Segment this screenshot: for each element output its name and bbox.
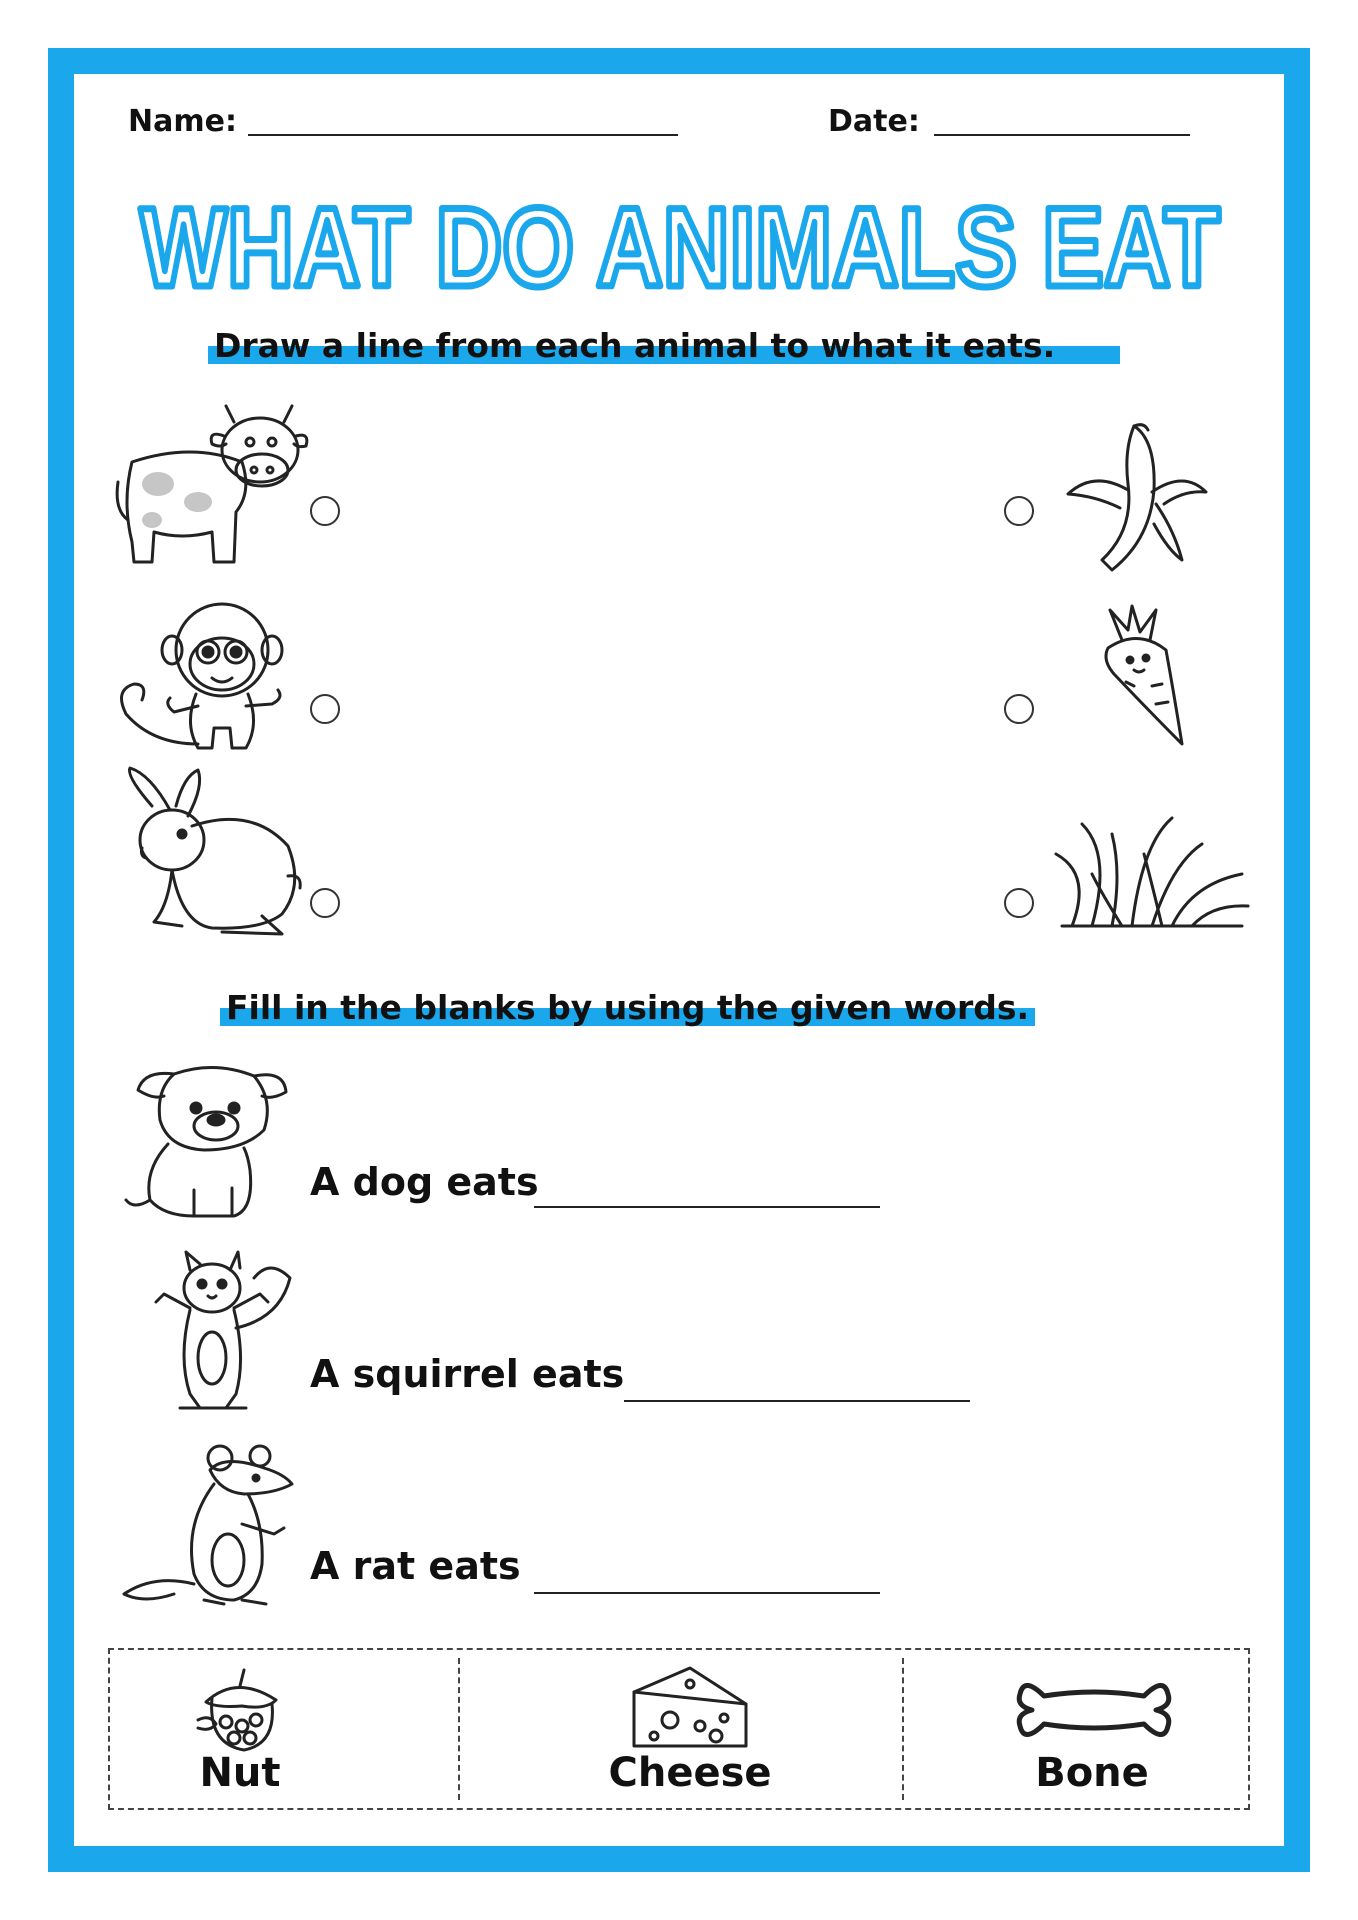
- word-bank-divider: [458, 1658, 460, 1800]
- grass-icon: [1052, 814, 1252, 934]
- rabbit-match-dot[interactable]: [310, 888, 340, 918]
- name-field[interactable]: [248, 134, 678, 136]
- date-field[interactable]: [934, 134, 1190, 136]
- word-bank: [108, 1648, 1250, 1810]
- cow-icon: [112, 392, 302, 572]
- bone-icon: [1014, 1670, 1174, 1750]
- squirrel-icon: [150, 1248, 300, 1418]
- rat-icon: [124, 1444, 304, 1614]
- match-instruction: [208, 326, 1120, 366]
- word-bone: Bone: [1035, 1750, 1149, 1796]
- carrot-match-dot[interactable]: [1004, 694, 1034, 724]
- banana-match-dot[interactable]: [1004, 496, 1034, 526]
- fill-instruction-text: Fill in the blanks by using the given words.: [226, 988, 1030, 1027]
- monkey-icon: [112, 594, 302, 764]
- word-cheese: Cheese: [608, 1750, 772, 1796]
- monkey-match-dot[interactable]: [310, 694, 340, 724]
- word-nut: Nut: [199, 1750, 281, 1796]
- grass-match-dot[interactable]: [1004, 888, 1034, 918]
- title-text: WHAT DO ANIMALS EAT: [140, 185, 1220, 310]
- carrot-icon: [1082, 604, 1202, 754]
- blank-dog[interactable]: [534, 1206, 880, 1208]
- date-label: Date:: [828, 104, 920, 139]
- worksheet-title: [100, 182, 1260, 308]
- cheese-icon: [630, 1662, 750, 1754]
- match-instruction-text: Draw a line from each animal to what it eats.: [214, 326, 1056, 365]
- rabbit-icon: [112, 766, 302, 946]
- word-bank-divider: [902, 1658, 904, 1800]
- dog-icon: [124, 1060, 294, 1220]
- blank-rat[interactable]: [534, 1592, 880, 1594]
- banana-icon: [1064, 420, 1214, 580]
- sentence-rat: A rat eats: [310, 1544, 521, 1588]
- sentence-dog: A dog eats: [310, 1160, 539, 1204]
- fill-instruction: [220, 988, 1035, 1028]
- sentence-squirrel: A squirrel eats: [310, 1352, 625, 1396]
- name-label: Name:: [128, 104, 237, 139]
- cow-match-dot[interactable]: [310, 496, 340, 526]
- nut-icon: [196, 1664, 286, 1754]
- blank-squirrel[interactable]: [624, 1400, 970, 1402]
